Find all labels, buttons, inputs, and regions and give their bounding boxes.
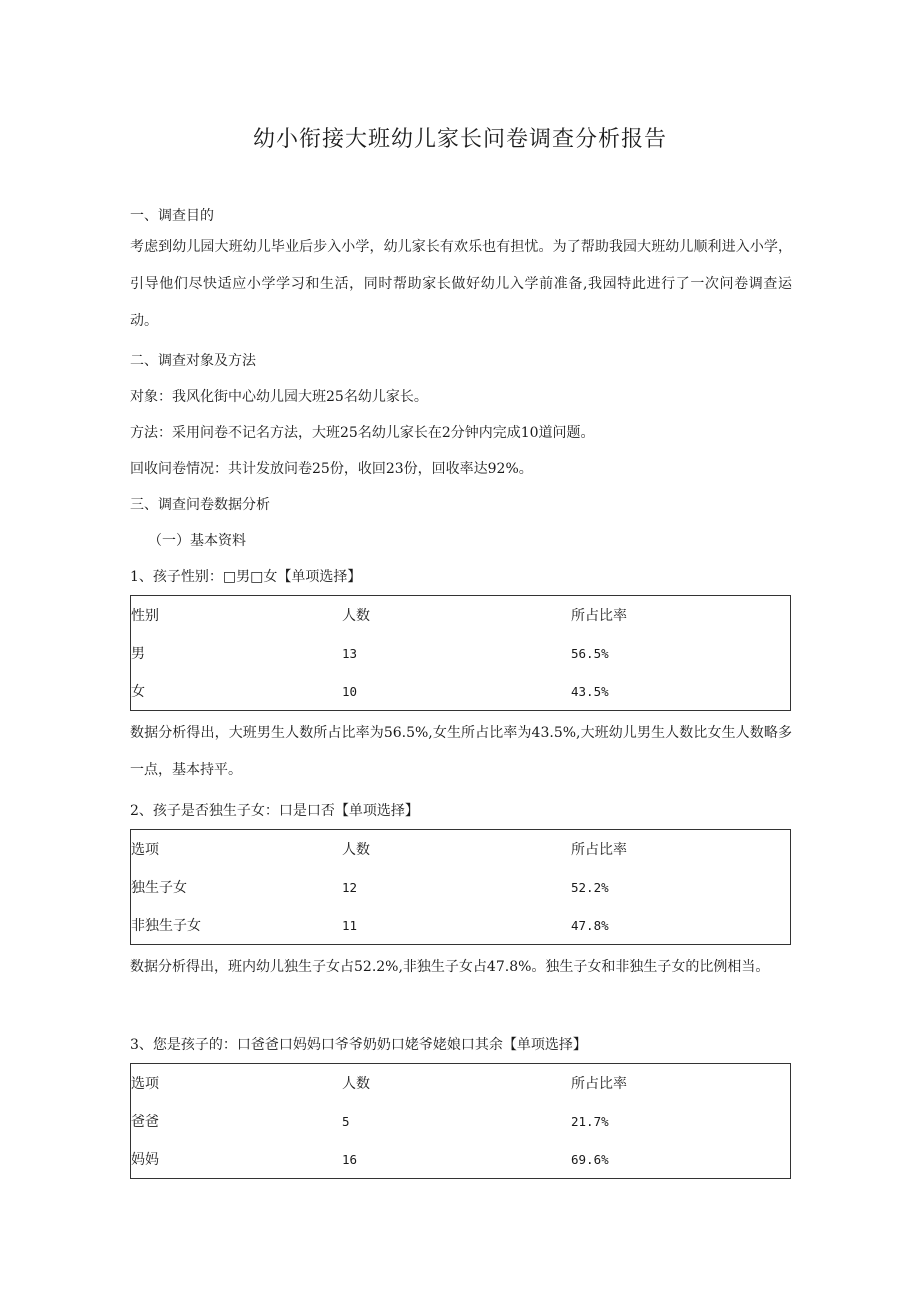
- table-cell: 11: [342, 917, 358, 933]
- table-header-cell: 人数: [342, 608, 370, 624]
- table-row: [131, 906, 791, 945]
- question-3: 3、您是孩子的：口爸爸口妈妈口爷爷奶奶口姥爷姥娘口其余【单项选择】: [130, 1037, 587, 1053]
- table-header-cell: 性别: [131, 608, 159, 624]
- table-cell: 52.2%: [571, 879, 609, 895]
- table-cell: 独生子女: [131, 880, 187, 896]
- table-cell: 妈妈: [131, 1152, 159, 1168]
- table-cell: 非独生子女: [131, 918, 201, 934]
- table-row: [131, 634, 791, 672]
- respondent-role-table: [130, 1063, 791, 1179]
- table-cell: 10: [342, 683, 358, 699]
- table-header-cell: 所占比率: [571, 608, 627, 624]
- table-row: [131, 1102, 791, 1140]
- section-3-heading: 三、调查问卷数据分析: [130, 497, 270, 513]
- table-cell: 13: [342, 645, 358, 661]
- table-header-cell: 选项: [131, 842, 159, 858]
- table-cell: 12: [342, 879, 358, 895]
- table-header-cell: 人数: [342, 1076, 370, 1092]
- table-header-cell: 选项: [131, 1076, 159, 1092]
- table-header-row: [131, 1064, 791, 1103]
- table-header-row: [131, 596, 791, 635]
- table-row: [131, 1140, 791, 1179]
- section-1-paragraph: 考虑到幼儿园大班幼儿毕业后步入小学，幼儿家长有欢乐也有担忧。为了帮助我园大班幼儿顺利进入小学，引导他们尽快适应小学学习和生活，同时帮助家长做好幼儿入学前准备,我园特此进行了一次问卷调查运动。: [130, 239, 792, 329]
- survey-subject: 对象：我风化街中心幼儿园大班25名幼儿家长。: [130, 389, 428, 405]
- subsection-basic-info: （一）基本资料: [148, 533, 246, 549]
- survey-recovery: 回收问卷情况：共计发放问卷25份，收回23份，回收率达92%。: [130, 461, 533, 477]
- question-1: 1、孩子性别：□男□女【单项选择】: [130, 569, 362, 585]
- section-2-heading: 二、调查对象及方法: [130, 353, 256, 369]
- table-row: [131, 672, 791, 711]
- question-2: 2、孩子是否独生子女：口是口否【单项选择】: [130, 803, 419, 819]
- table-cell: 5: [342, 1113, 350, 1129]
- table-cell: 21.7%: [571, 1113, 609, 1129]
- table-cell: 16: [342, 1151, 358, 1167]
- table-cell: 男: [131, 646, 145, 662]
- section-1-heading: 一、调查目的: [130, 208, 214, 224]
- table-row: [131, 868, 791, 906]
- table-cell: 女: [131, 684, 145, 700]
- table-cell: 69.6%: [571, 1151, 609, 1167]
- question-2-analysis: 数据分析得出，班内幼儿独生子女占52.2%,非独生子女占47.8%。独生子女和非独生子女的比例相当。: [130, 959, 770, 975]
- survey-method: 方法：采用问卷不记名方法，大班25名幼儿家长在2分钟内完成10道问题。: [130, 425, 595, 441]
- question-1-analysis: 数据分析得出，大班男生人数所占比率为56.5%,女生所占比率为43.5%,大班幼儿男生人数比女生人数略多一点，基本持平。: [130, 725, 792, 778]
- table-cell: 56.5%: [571, 645, 609, 661]
- table-header-row: [131, 830, 791, 869]
- gender-table: [130, 595, 791, 711]
- table-cell: 47.8%: [571, 917, 609, 933]
- table-header-cell: 人数: [342, 842, 370, 858]
- table-cell: 爸爸: [131, 1114, 159, 1130]
- only-child-table: [130, 829, 791, 945]
- page-title: 幼小衔接大班幼儿家长问卷调查分析报告: [252, 127, 667, 152]
- table-header-cell: 所占比率: [571, 842, 627, 858]
- table-cell: 43.5%: [571, 683, 609, 699]
- table-header-cell: 所占比率: [571, 1076, 627, 1092]
